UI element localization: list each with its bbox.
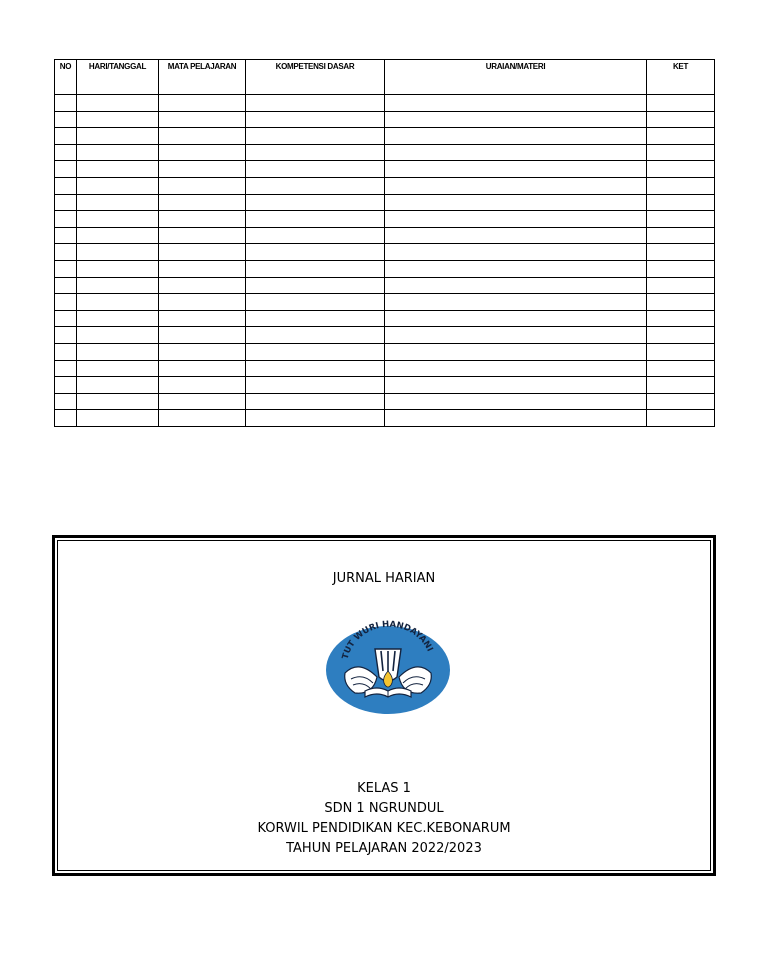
table-cell[interactable] — [647, 327, 715, 344]
cover-frame — [52, 535, 716, 876]
tut-wuri-handayani-logo — [325, 619, 451, 715]
table-cell[interactable] — [77, 244, 159, 261]
table-cell[interactable] — [246, 310, 385, 327]
table-cell[interactable] — [647, 244, 715, 261]
table-cell[interactable] — [159, 277, 246, 294]
table-cell[interactable] — [385, 277, 647, 294]
table-cell[interactable] — [159, 360, 246, 377]
table-cell[interactable] — [246, 144, 385, 161]
table-cell[interactable] — [385, 294, 647, 311]
table-cell[interactable] — [246, 410, 385, 427]
table-cell[interactable] — [159, 161, 246, 178]
table-row — [55, 343, 715, 360]
header-date: HARI/TANGGAL — [77, 60, 159, 95]
table-cell[interactable] — [647, 410, 715, 427]
table-cell[interactable] — [77, 393, 159, 410]
table-cell[interactable] — [77, 360, 159, 377]
table-cell[interactable] — [647, 294, 715, 311]
table-header-row — [55, 60, 715, 95]
table-cell[interactable] — [385, 310, 647, 327]
table-cell[interactable] — [385, 260, 647, 277]
table-cell[interactable] — [55, 343, 77, 360]
table-cell[interactable] — [246, 111, 385, 128]
table-row — [55, 244, 715, 261]
table-cell[interactable] — [385, 111, 647, 128]
table-cell[interactable] — [77, 161, 159, 178]
table-row — [55, 410, 715, 427]
table-cell[interactable] — [159, 244, 246, 261]
table-cell[interactable] — [647, 277, 715, 294]
table-cell[interactable] — [246, 227, 385, 244]
table-row — [55, 227, 715, 244]
table-cell[interactable] — [159, 128, 246, 145]
table-cell[interactable] — [647, 95, 715, 112]
table-cell[interactable] — [647, 161, 715, 178]
table-cell[interactable] — [55, 294, 77, 311]
cover-title: JURNAL HARIAN — [332, 571, 436, 586]
table-cell[interactable] — [647, 227, 715, 244]
table-cell[interactable] — [159, 144, 246, 161]
table-cell[interactable] — [159, 260, 246, 277]
table-cell[interactable] — [159, 95, 246, 112]
cover-year: TAHUN PELAJARAN 2022/2023 — [286, 841, 482, 856]
table-cell[interactable] — [385, 128, 647, 145]
table-cell[interactable] — [647, 128, 715, 145]
table-row — [55, 177, 715, 194]
table-cell[interactable] — [246, 327, 385, 344]
table-cell[interactable] — [77, 128, 159, 145]
table-cell[interactable] — [55, 377, 77, 394]
table-cell[interactable] — [55, 327, 77, 344]
table-cell[interactable] — [159, 211, 246, 228]
table-cell[interactable] — [385, 227, 647, 244]
header-subject: MATA PELAJARAN — [159, 60, 246, 95]
table-cell[interactable] — [77, 294, 159, 311]
cover-region: KORWIL PENDIDIKAN KEC.KEBONARUM — [257, 821, 511, 836]
table-cell[interactable] — [385, 360, 647, 377]
table-cell[interactable] — [159, 194, 246, 211]
header-competency: KOMPETENSI DASAR — [246, 60, 385, 95]
table-row — [55, 128, 715, 145]
cover-school: SDN 1 NGRUNDUL — [324, 801, 444, 816]
table-cell[interactable] — [77, 377, 159, 394]
table-cell[interactable] — [647, 144, 715, 161]
cover-details — [58, 779, 710, 859]
table-cell[interactable] — [55, 277, 77, 294]
table-cell[interactable] — [159, 310, 246, 327]
table-cell[interactable] — [246, 360, 385, 377]
table-cell[interactable] — [159, 393, 246, 410]
table-cell[interactable] — [55, 111, 77, 128]
journal-table — [54, 59, 715, 427]
table-cell[interactable] — [77, 227, 159, 244]
table-cell[interactable] — [159, 327, 246, 344]
table-row — [55, 294, 715, 311]
table-row — [55, 310, 715, 327]
table-cell[interactable] — [55, 211, 77, 228]
table-cell[interactable] — [246, 161, 385, 178]
table-row — [55, 95, 715, 112]
table-cell[interactable] — [385, 410, 647, 427]
table-body — [55, 95, 715, 427]
table-cell[interactable] — [77, 211, 159, 228]
table-cell[interactable] — [647, 343, 715, 360]
table-cell[interactable] — [77, 144, 159, 161]
table-cell[interactable] — [159, 227, 246, 244]
table-cell[interactable] — [647, 377, 715, 394]
table-row — [55, 144, 715, 161]
table-cell[interactable] — [55, 260, 77, 277]
table-cell[interactable] — [647, 211, 715, 228]
table-cell[interactable] — [647, 360, 715, 377]
table-cell[interactable] — [159, 177, 246, 194]
table-cell[interactable] — [385, 194, 647, 211]
table-cell[interactable] — [246, 95, 385, 112]
header-notes: KET — [647, 60, 715, 95]
table-cell[interactable] — [77, 111, 159, 128]
table-cell[interactable] — [55, 393, 77, 410]
table-cell[interactable] — [159, 294, 246, 311]
table-cell[interactable] — [55, 310, 77, 327]
table-cell[interactable] — [77, 177, 159, 194]
table-cell[interactable] — [77, 343, 159, 360]
table-cell[interactable] — [647, 260, 715, 277]
table-cell[interactable] — [385, 343, 647, 360]
table-cell[interactable] — [55, 177, 77, 194]
table-cell[interactable] — [647, 194, 715, 211]
table-cell[interactable] — [55, 194, 77, 211]
table-row — [55, 161, 715, 178]
table-cell[interactable] — [385, 211, 647, 228]
table-cell[interactable] — [55, 95, 77, 112]
table-row — [55, 211, 715, 228]
table-cell[interactable] — [55, 244, 77, 261]
table-cell[interactable] — [647, 177, 715, 194]
table-cell[interactable] — [246, 393, 385, 410]
table-cell[interactable] — [246, 294, 385, 311]
table-cell[interactable] — [246, 377, 385, 394]
table-cell[interactable] — [77, 410, 159, 427]
table-cell[interactable] — [385, 327, 647, 344]
table-cell[interactable] — [246, 177, 385, 194]
table-cell[interactable] — [246, 343, 385, 360]
table-cell[interactable] — [159, 410, 246, 427]
table-cell[interactable] — [385, 144, 647, 161]
table-row — [55, 194, 715, 211]
table-cell[interactable] — [385, 377, 647, 394]
table-cell[interactable] — [385, 177, 647, 194]
table-cell[interactable] — [77, 194, 159, 211]
table-cell[interactable] — [77, 310, 159, 327]
table-row — [55, 111, 715, 128]
table-cell[interactable] — [246, 128, 385, 145]
table-cell[interactable] — [385, 393, 647, 410]
table-cell[interactable] — [246, 260, 385, 277]
table-row — [55, 260, 715, 277]
table-cell[interactable] — [246, 211, 385, 228]
table-cell[interactable] — [77, 327, 159, 344]
table-cell[interactable] — [55, 227, 77, 244]
table-cell[interactable] — [246, 244, 385, 261]
table-cell[interactable] — [77, 95, 159, 112]
table-cell[interactable] — [385, 161, 647, 178]
table-cell[interactable] — [55, 144, 77, 161]
table-cell[interactable] — [159, 377, 246, 394]
table-row — [55, 360, 715, 377]
logo-motto-text: TUT WURI HANDAYANI — [340, 619, 435, 661]
header-material: URAIAN/MATERI — [385, 60, 647, 95]
cover-class: KELAS 1 — [357, 781, 411, 796]
table-cell[interactable] — [55, 360, 77, 377]
table-row — [55, 327, 715, 344]
table-cell[interactable] — [77, 277, 159, 294]
header-no: NO — [55, 60, 77, 95]
table-row — [55, 377, 715, 394]
table-cell[interactable] — [159, 343, 246, 360]
table-cell[interactable] — [246, 277, 385, 294]
table-cell[interactable] — [647, 111, 715, 128]
table-row — [55, 393, 715, 410]
table-cell[interactable] — [385, 244, 647, 261]
table-cell[interactable] — [647, 310, 715, 327]
table-cell[interactable] — [55, 410, 77, 427]
table-cell[interactable] — [159, 111, 246, 128]
table-cell[interactable] — [246, 194, 385, 211]
table-row — [55, 277, 715, 294]
cover-inner-border — [57, 540, 711, 871]
table-cell[interactable] — [55, 128, 77, 145]
table-cell[interactable] — [77, 260, 159, 277]
table-cell[interactable] — [647, 393, 715, 410]
table-cell[interactable] — [55, 161, 77, 178]
table-cell[interactable] — [385, 95, 647, 112]
